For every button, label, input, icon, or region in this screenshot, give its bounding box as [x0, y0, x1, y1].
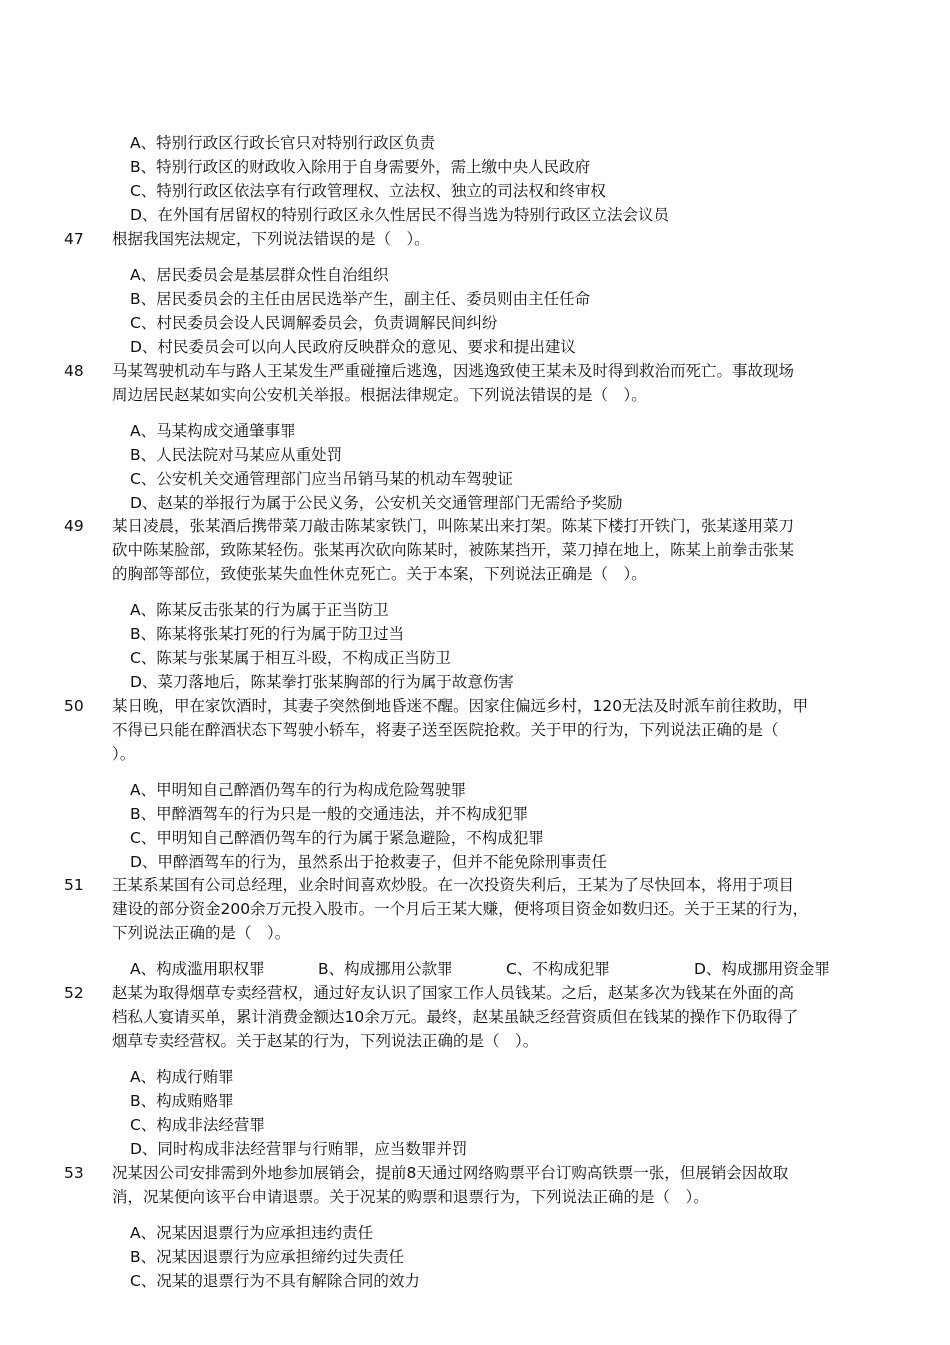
- question-options: [130, 598, 870, 694]
- question-number: 53: [64, 1164, 84, 1182]
- option-c: C、特别行政区依法享有行政管理权、立法权、独立的司法权和终审权: [130, 182, 606, 200]
- stem-line: 的胸部等部位，致使张某失血性休克死亡。关于本案，下列说法正确是（ ）。: [112, 565, 647, 583]
- question-stem: [112, 514, 864, 586]
- option-c: C、村民委员会设人民调解委员会，负责调解民间纠纷: [130, 314, 498, 332]
- option-d: D、村民委员会可以向人民政府反映群众的意见、要求和提出建议: [130, 338, 576, 356]
- option-b: B、甲醉酒驾车的行为只是一般的交通违法，并不构成犯罪: [130, 805, 529, 823]
- option-a: A、况某因退票行为应承担违约责任: [130, 1224, 374, 1242]
- option-c: C、构成非法经营罪: [130, 1116, 265, 1134]
- stem-line: 档私人宴请买单，累计消费金额达10余万元。最终，赵某虽缺乏经营资质但在钱某的操作下仍取得了: [112, 1008, 799, 1026]
- question-number: 50: [64, 697, 84, 715]
- stem-line: 消，况某便向该平台申请退票。关于况某的购票和退票行为，下列说法正确的是（ ）。: [112, 1188, 709, 1206]
- question-stem: [112, 694, 864, 766]
- option-b: B、陈某将张某打死的行为属于防卫过当: [130, 625, 405, 643]
- question-number: 52: [64, 984, 84, 1002]
- stem-line: 某日晚，甲在家饮酒时，其妻子突然倒地昏迷不醒。因家住偏远乡村，120无法及时派车前往救助，甲: [112, 697, 809, 715]
- question-50: [0, 694, 950, 874]
- option-b: B、居民委员会的主任由居民选举产生，副主任、委员则由主任任命: [130, 290, 591, 308]
- question-options: [130, 1221, 870, 1293]
- option-a: A、陈某反击张某的行为属于正当防卫: [130, 601, 389, 619]
- question-number: 51: [64, 876, 84, 894]
- option-a: A、特别行政区行政长官只对特别行政区负责: [130, 134, 436, 152]
- question-stem: [112, 359, 864, 407]
- option-c: C、陈某与张某属于相互斗殴，不构成正当防卫: [130, 649, 451, 667]
- option-c: C、甲明知自己醉酒仍驾车的行为属于紧急避险，不构成犯罪: [130, 829, 544, 847]
- option-b: B、构成贿赂罪: [130, 1092, 234, 1110]
- question-51: [0, 873, 950, 981]
- question-53: [0, 1161, 950, 1293]
- question-options: [130, 778, 870, 874]
- question-stem: [112, 981, 864, 1053]
- option-b: B、人民法院对马某应从重处罚: [130, 446, 343, 464]
- stem-line: 赵某为取得烟草专卖经营权，通过好友认识了国家工作人员钱某。之后，赵某多次为钱某在外面的高: [112, 984, 795, 1002]
- question-stem: [112, 1161, 864, 1209]
- question-number: 49: [64, 517, 84, 535]
- question-number: 48: [64, 362, 84, 380]
- option-d: D、菜刀落地后，陈某拳打张某胸部的行为属于故意伤害: [130, 673, 514, 691]
- stem-line: 砍中陈某脸部，致陈某轻伤。张某再次砍向陈某时，被陈某挡开，菜刀掉在地上，陈某上前拳击张某: [112, 541, 795, 559]
- question-48: [0, 359, 950, 515]
- option-b: B、构成挪用公款罪: [318, 960, 453, 978]
- option-d: D、赵某的举报行为属于公民义务，公安机关交通管理部门无需给予奖励: [130, 494, 623, 512]
- option-a: A、甲明知自己醉酒仍驾车的行为构成危险驾驶罪: [130, 781, 467, 799]
- option-b: B、况某因退票行为应承担缔约过失责任: [130, 1248, 405, 1266]
- prev-question-options: [130, 131, 870, 227]
- inline-options: [130, 957, 950, 981]
- stem-line: 某日凌晨，张某酒后携带菜刀敲击陈某家铁门，叫陈某出来打架。陈某下楼打开铁门，张某遂用菜刀: [112, 517, 795, 535]
- stem-line: 不得已只能在醉酒状态下驾驶小轿车，将妻子送至医院抢救。关于甲的行为，下列说法正确的是（: [112, 721, 779, 739]
- option-d: D、甲醉酒驾车的行为，虽然系出于抢救妻子，但并不能免除刑事责任: [130, 853, 607, 871]
- stem-line: 建设的部分资金200余万元投入股市。一个月后王某大赚，便将项目资金如数归还。关于王某的行为，: [112, 900, 809, 918]
- option-a: A、构成行贿罪: [130, 1068, 234, 1086]
- stem-line: 根据我国宪法规定，下列说法错误的是（ ）。: [112, 230, 430, 248]
- stem-line: ）。: [112, 745, 136, 763]
- question-stem: [112, 227, 864, 251]
- stem-line: 周边居民赵某如实向公安机关举报。根据法律规定。下列说法错误的是（ ）。: [112, 386, 647, 404]
- option-a: A、构成滥用职权罪: [130, 960, 265, 978]
- question-stem: [112, 873, 864, 945]
- option-b: B、特别行政区的财政收入除用于自身需要外，需上缴中央人民政府: [130, 158, 591, 176]
- question-49: [0, 514, 950, 694]
- stem-line: 况某因公司安排需到外地参加展销会，提前8天通过网络购票平台订购高铁票一张，但展销会因故取: [112, 1164, 789, 1182]
- stem-line: 下列说法正确的是（ ）。: [112, 924, 291, 942]
- option-a: A、马某构成交通肇事罪: [130, 422, 296, 440]
- option-d: D、构成挪用资金罪: [694, 960, 830, 978]
- option-c: C、公安机关交通管理部门应当吊销马某的机动车驾驶证: [130, 470, 513, 488]
- option-d: D、在外国有居留权的特别行政区永久性居民不得当选为特别行政区立法会议员: [130, 206, 669, 224]
- question-52: [0, 981, 950, 1161]
- option-d: D、同时构成非法经营罪与行贿罪，应当数罪并罚: [130, 1140, 468, 1158]
- option-c: C、况某的退票行为不具有解除合同的效力: [130, 1272, 420, 1290]
- question-number: 47: [64, 230, 84, 248]
- question-options: [130, 1065, 870, 1161]
- question-47: [0, 227, 950, 359]
- stem-line: 王某系某国有公司总经理，业余时间喜欢炒股。在一次投资失利后，王某为了尽快回本，将用于项目: [112, 876, 795, 894]
- stem-line: 马某驾驶机动车与路人王某发生严重碰撞后逃逸，因逃逸致使王某未及时得到救治而死亡。事故现场: [112, 362, 795, 380]
- question-options: [130, 419, 870, 515]
- question-options: [130, 263, 870, 359]
- stem-line: 烟草专卖经营权。关于赵某的行为，下列说法正确的是（ ）。: [112, 1032, 539, 1050]
- option-a: A、居民委员会是基层群众性自治组织: [130, 266, 389, 284]
- option-c: C、不构成犯罪: [506, 960, 610, 978]
